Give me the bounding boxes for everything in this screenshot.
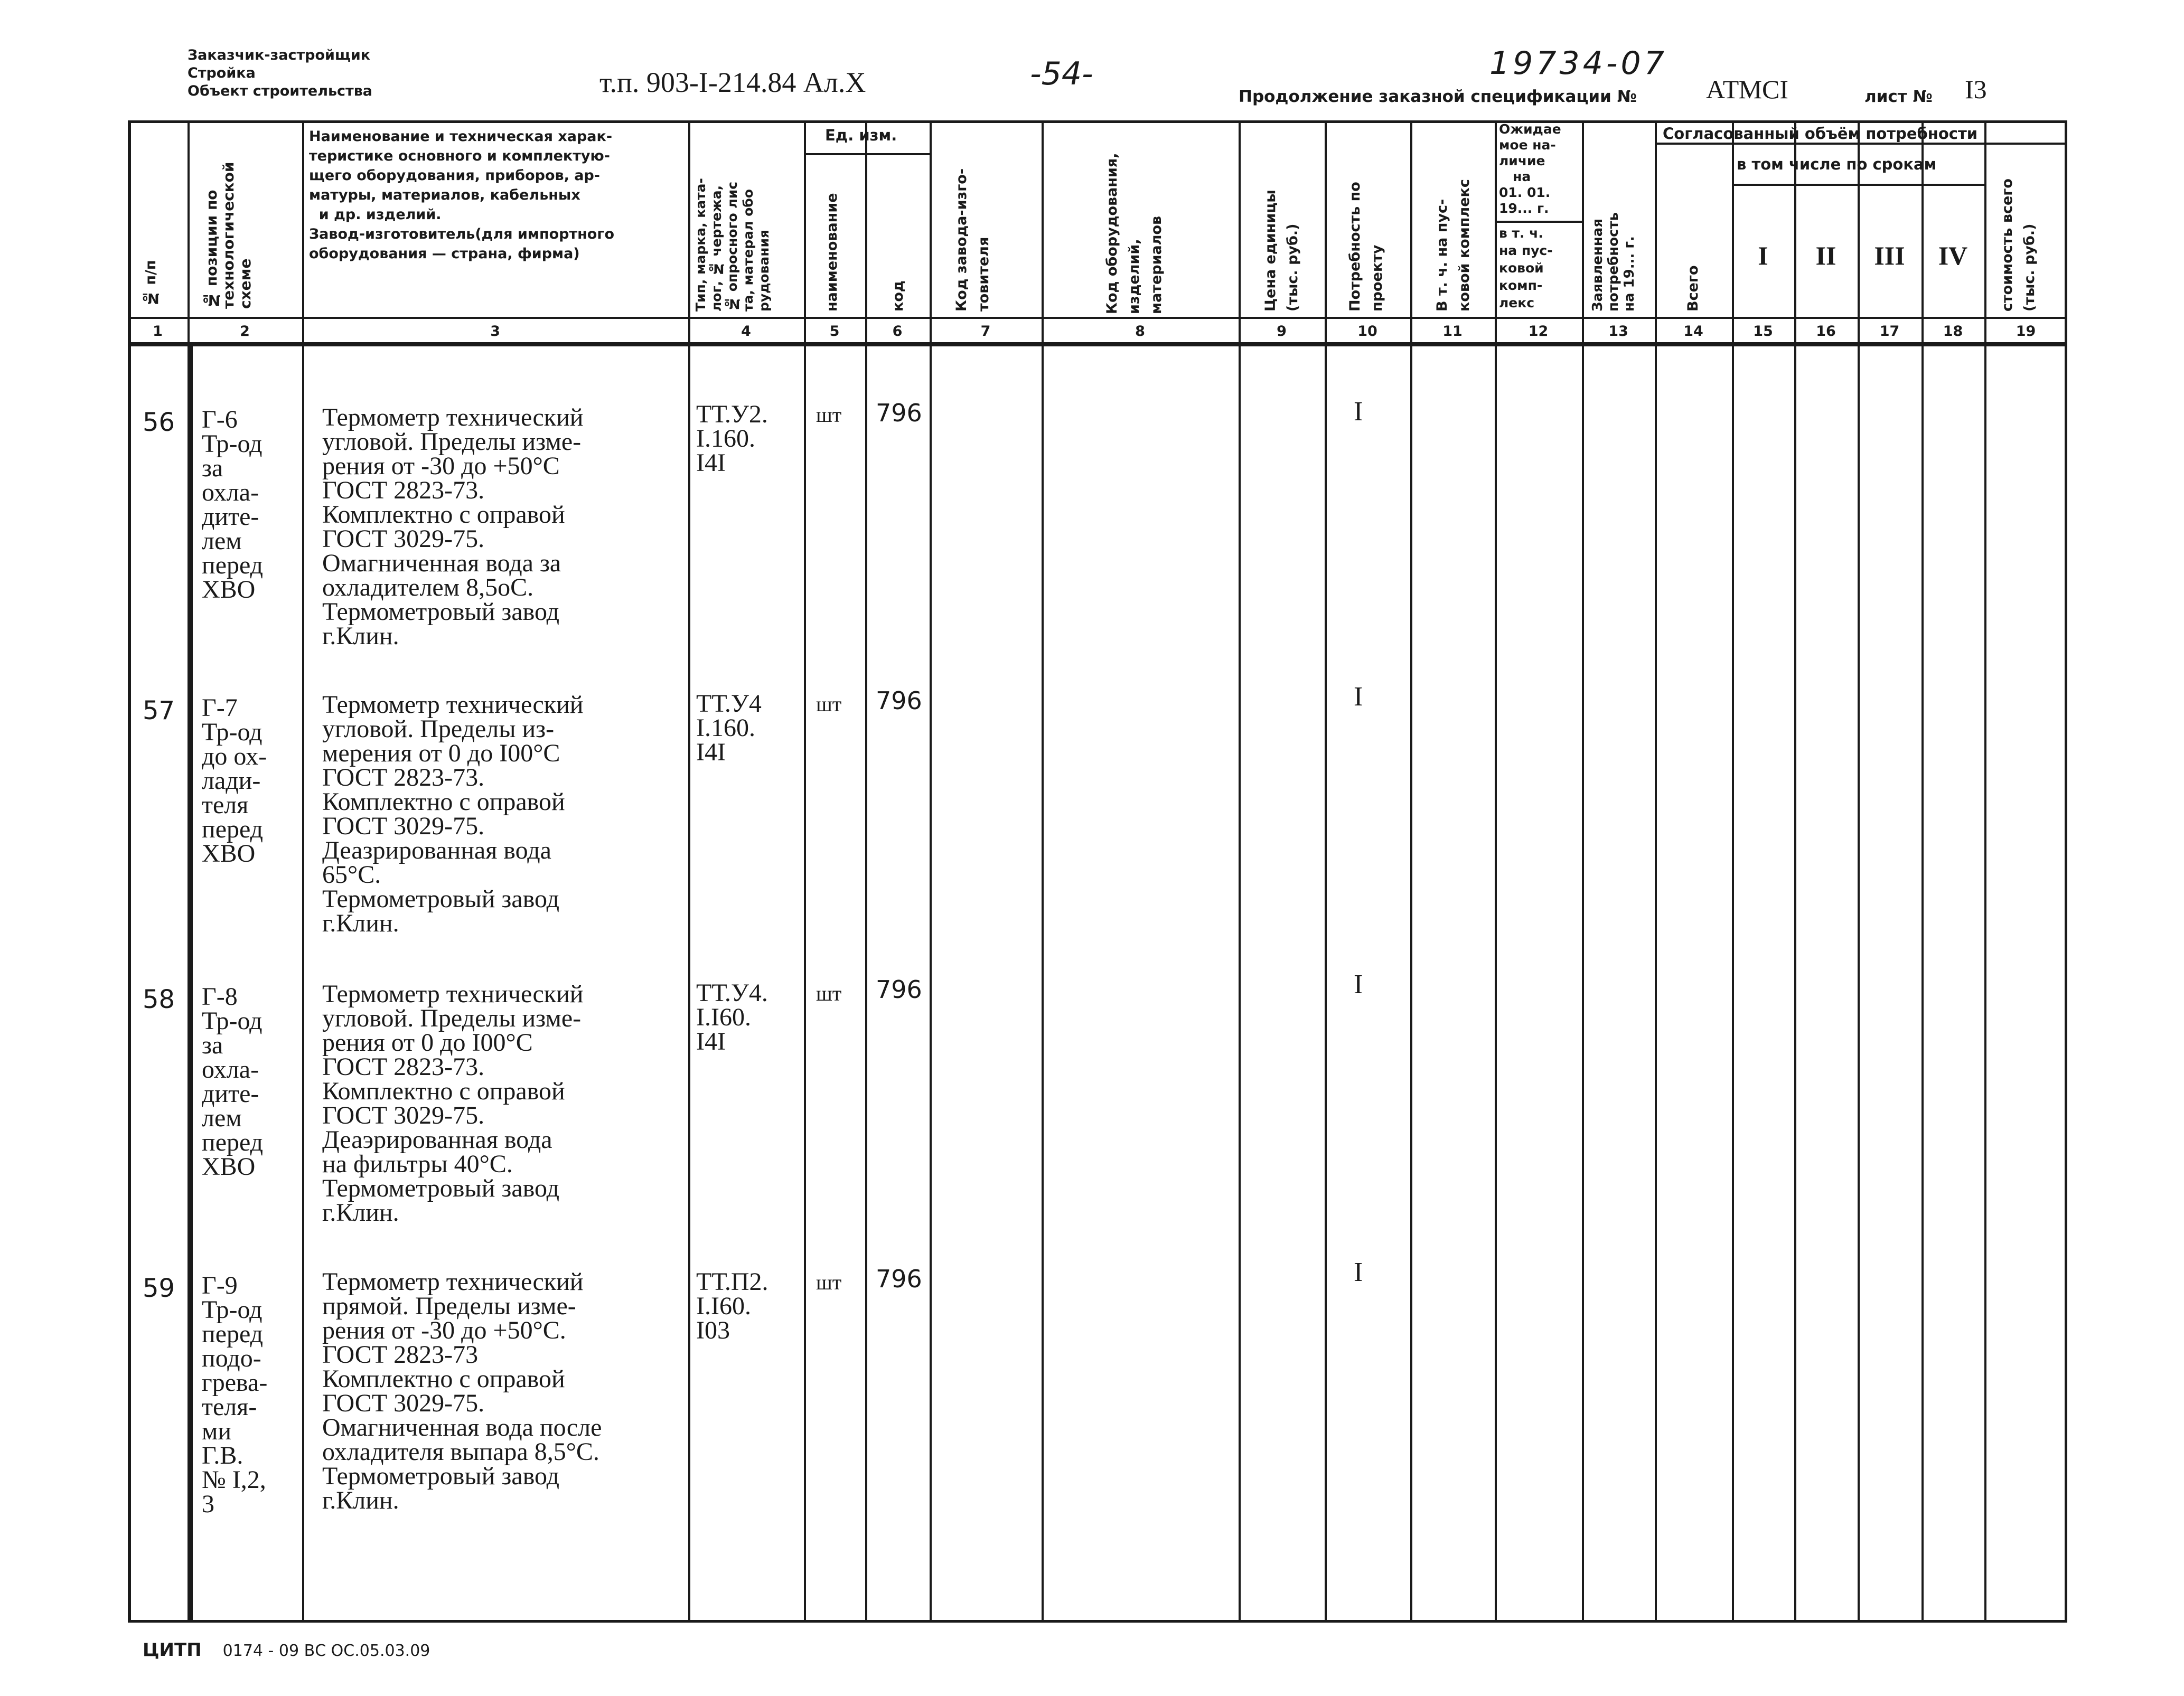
footer-org: ЦИТП (143, 1640, 202, 1661)
column-number: 4 (741, 323, 751, 340)
header-equipment-code: Код оборудования, изделий, материалов (1104, 153, 1165, 314)
sheet-number: I3 (1965, 74, 1987, 104)
row-type: ТТ.У4 I.160. I4I (696, 690, 762, 766)
grid-line (804, 153, 931, 155)
row-code: 796 (876, 1265, 922, 1293)
header-declared-need: Заявленная потребность на 19... г. (1590, 212, 1637, 312)
column-number: 8 (1135, 323, 1145, 340)
column-number: 5 (829, 323, 840, 340)
object-label: Объект строительства (188, 83, 372, 99)
row-position: Г-7 Тр-од до ох- лади- теля перед ХВО (202, 694, 267, 868)
header-unit-code: код (890, 280, 906, 312)
header-manufacturer-code: Код завода-изго- товителя (953, 168, 992, 312)
row-type: ТТ.У2. I.160. I4I (696, 400, 768, 477)
column-number: 11 (1442, 323, 1463, 340)
row-description: Термометр технический угловой. Пределы изме- рения от 0 до I00°С ГОСТ 2823-73. Комплектно с оправой ГОСТ 3029-75. Деаэрированная вода на фильтры 40°С. Термометровый завод г.Клин. (322, 980, 584, 1227)
row-type: ТТ.П2. I.I60. I03 (696, 1268, 768, 1344)
row-project-need: I (1354, 969, 1363, 1000)
row-type: ТТ.У4. I.I60. I4I (696, 979, 768, 1056)
project-reference: т.п. 903-I-214.84 Ал.X (599, 67, 866, 98)
header-startup-complex: В т. ч. на пус- ковой комплекс (1434, 179, 1473, 312)
row-number: 59 (143, 1274, 175, 1303)
row-position: Г-6 Тр-од за охла- дите- лем перед ХВО (202, 406, 264, 604)
column-number: 9 (1277, 323, 1287, 340)
header-total: Всего (1685, 265, 1701, 312)
column-number: 19 (2016, 323, 2036, 340)
row-unit: шт (816, 692, 842, 716)
row-number: 57 (143, 696, 175, 725)
header-project-need: Потребность по проекту (1347, 182, 1385, 312)
header-term-2: II (1815, 241, 1836, 270)
column-number: 10 (1357, 323, 1377, 340)
row-description: Термометр технический прямой. Пределы изме- рения от -30 до +50°С. ГОСТ 2823-73 Комплектно с оправой ГОСТ 3029-75. Омагниченная вода после охладителя выпара 8,5°С. Термометровый завод г.Клин. (322, 1268, 602, 1514)
row-position: Г-9 Тр-од перед подо- грева- теля- ми Г.В. № I,2, 3 (202, 1271, 268, 1518)
row-code: 796 (876, 399, 922, 427)
grid-line (1732, 184, 1984, 186)
grid-line (188, 344, 193, 1623)
header-term-1: I (1758, 241, 1768, 270)
sheet-label: лист № (1864, 87, 1933, 106)
page-number: -54- (1030, 55, 1093, 92)
spec-name: АТМСI (1706, 74, 1789, 104)
grid-line (1495, 221, 1582, 223)
header-agreed-group: Согласованный объём потребности (1663, 125, 1978, 143)
site-label: Стройка (188, 65, 256, 81)
column-number: 3 (490, 323, 500, 340)
column-number: 18 (1943, 323, 1963, 340)
row-project-need: I (1354, 1257, 1363, 1287)
column-number: 7 (980, 323, 991, 340)
row-code: 796 (876, 975, 922, 1004)
footer (143, 1640, 430, 1661)
column-number: 13 (1608, 323, 1628, 340)
customer-label: Заказчик-застройщик (188, 47, 371, 63)
column-number: 2 (240, 323, 250, 340)
header-unit-price: Цена единицы (тыс. руб.) (1262, 190, 1301, 312)
grid-line (128, 317, 2067, 319)
grid-line (128, 342, 2067, 346)
header-terms-group: в том числе по срокам (1737, 155, 1937, 173)
row-unit: шт (816, 403, 842, 427)
header-term-3: III (1874, 241, 1905, 270)
row-code: 796 (876, 686, 922, 715)
row-unit: шт (816, 1270, 842, 1294)
continuation-label: Продолжение заказной спецификации № (1239, 87, 1637, 106)
row-project-need: I (1354, 682, 1363, 712)
column-number: 15 (1753, 323, 1773, 340)
header-description: Наименование и техническая харак- теристике основного и комплектую- щего оборудования, приборов, ар- матуры, материалов, кабельных и др. изделий. Завод-изготовитель(для импортного оборудования — страна, фирма) (309, 128, 615, 262)
column-number: 6 (892, 323, 903, 340)
header-expected-startup: в т. ч. на пус- ковой комп- лекс (1499, 225, 1553, 310)
header-type: Тип, марка, ката- лог, № чертежа, № опросного лис та, матерал обо рудования (693, 178, 772, 312)
column-number: 16 (1816, 323, 1836, 340)
header-expected-availability: Ожидае мое на- личие на 01. 01. 19... г. (1499, 121, 1561, 216)
column-number: 17 (1879, 323, 1900, 340)
header-unit-name: наименование (824, 193, 840, 312)
row-number: 56 (143, 408, 175, 437)
row-project-need: I (1354, 397, 1363, 427)
row-unit: шт (816, 982, 842, 1005)
document-number: 19734-07 (1489, 45, 1667, 82)
column-number: 14 (1683, 323, 1703, 340)
row-description: Термометр технический угловой. Пределы из- мерения от 0 до I00°С ГОСТ 2823-73. Комплектно с оправой ГОСТ 3029-75. Деазрированная вода 65°С. Термометровый завод г.Клин. (322, 691, 584, 937)
column-number: 12 (1528, 323, 1549, 340)
header-term-4: IV (1938, 241, 1968, 270)
footer-code: 0174 - 09 ВС ОС.05.03.09 (222, 1642, 430, 1660)
header-total-cost: стоимость всего (тыс. руб.) (1999, 178, 2038, 312)
header-row-number: № п/п (143, 260, 159, 306)
header-unit-group: Ед. изм. (825, 126, 897, 144)
row-description: Термометр технический угловой. Пределы изме- рения от -30 до +50°С ГОСТ 2823-73. Комплектно с оправой ГОСТ 3029-75. Омагниченная вода за охладителем 8,5оС. Термометровый завод г.Клин. (322, 403, 584, 650)
column-number: 1 (153, 323, 163, 340)
row-number: 58 (143, 985, 175, 1014)
row-position: Г-8 Тр-од за охла- дите- лем перед ХВО (202, 983, 264, 1181)
header-position: № позиции по технологической схеме (203, 162, 254, 309)
